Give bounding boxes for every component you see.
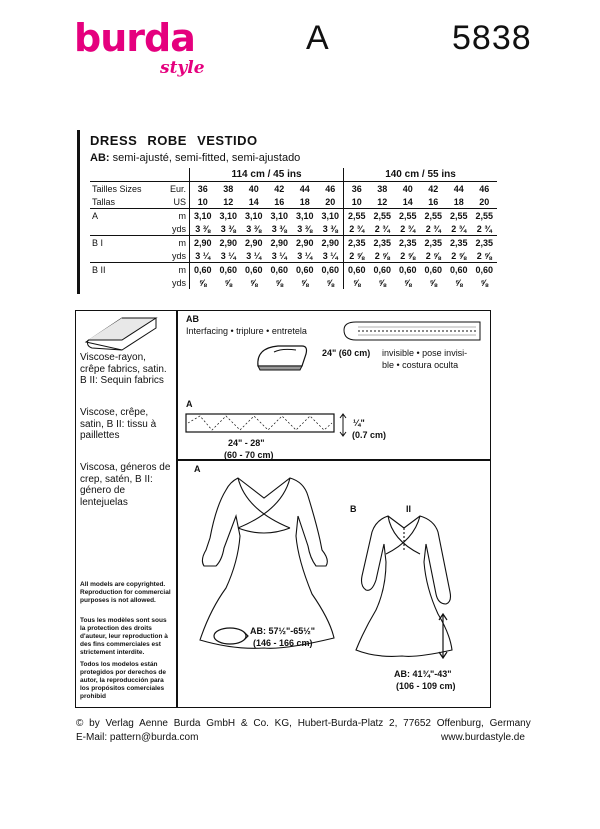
band-view: A (186, 399, 193, 409)
hem-measure-icon (210, 622, 250, 650)
yardage-view (90, 276, 156, 289)
yardage-value: 0,60 (421, 263, 447, 277)
us-size: 20 (325, 196, 336, 207)
yardage-value: 3 ¼ (246, 250, 262, 261)
length-arrow-icon (436, 612, 450, 662)
yardage-value: 2,90 (292, 236, 318, 250)
yardage-value: 3 ⅜ (271, 223, 287, 234)
yardage-view: A (90, 209, 156, 223)
yardage-value: 0,60 (472, 263, 498, 277)
yardage-row (90, 249, 497, 263)
view-letter: A (306, 19, 329, 57)
us-size: 20 (479, 196, 490, 207)
fabric-es: Viscosa, géneros de crep, satén, B II: género de lentejuelas (80, 462, 171, 508)
zipper-text-1: invisible • pose invisi- (382, 348, 468, 358)
sizes-label: Tailles Sizes (92, 183, 142, 194)
us-size: 18 (453, 196, 464, 207)
yardage-value: 3 ⅜ (220, 223, 236, 234)
us-size: 18 (299, 196, 310, 207)
us-size: 16 (428, 196, 439, 207)
width-header-140: 140 cm / 55 ins (344, 168, 498, 182)
band-width-arrow-icon (338, 412, 348, 440)
fabric-en: Viscose-rayon, crêpe fabrics, satin. B II: Sequin fabrics (80, 352, 167, 386)
yardage-value: 2,55 (421, 209, 447, 223)
yardage-value: 3,10 (292, 209, 318, 223)
eur-size: 46 (325, 183, 336, 194)
copyright-fr: Tous les modèles sont sous la protection des droits d'auteur, leur reproduction à des fins commerciales est strictement interdite. (80, 617, 168, 656)
footer-website[interactable]: www.burdastyle.de (441, 732, 525, 743)
publisher-line: © by Verlag Aenne Burda GmbH & Co. KG, Hubert-Burda-Platz 2, 77652 Offenburg, Germany (76, 718, 531, 729)
yardage-value: 3 ¼ (271, 250, 287, 261)
yardage-unit: yds (156, 276, 190, 289)
yardage-unit: m (156, 236, 190, 250)
pattern-number: 5838 (452, 19, 532, 57)
eur-size: 40 (248, 183, 259, 194)
yardage-value: 0,60 (241, 263, 267, 277)
yardage-value: ⅝ (454, 277, 463, 288)
us-size: 10 (344, 195, 370, 209)
us-size: 16 (274, 196, 285, 207)
yardage-view (90, 249, 156, 263)
eur-size: 36 (197, 183, 208, 194)
yardage-value: 2 ⅝ (400, 250, 416, 261)
view-a-label: A (194, 464, 201, 474)
yardage-value: 2 ⅝ (374, 250, 390, 261)
yardage-value: ⅝ (344, 276, 370, 289)
tallas-label: Tallas (92, 196, 116, 207)
view-b-dress-sketch (346, 510, 470, 660)
yardage-value: ⅝ (224, 277, 232, 288)
yardage-unit: m (156, 209, 190, 223)
yardage-view: B I (90, 236, 156, 250)
yardage-value: 2 ¾ (400, 223, 416, 234)
yardage-value: 2,55 (446, 209, 472, 223)
eur-size: 44 (299, 183, 310, 194)
yardage-value: 2 ⅝ (451, 250, 467, 261)
us-size: 14 (248, 196, 259, 207)
eur-size: 42 (274, 183, 285, 194)
brand-logo: burda (74, 16, 195, 60)
yardage-value: 0,60 (190, 263, 216, 277)
yardage-value: ⅝ (300, 277, 309, 288)
eur-size: 46 (479, 183, 490, 194)
yardage-value: 2,55 (472, 209, 498, 223)
yardage-value: 2,35 (472, 236, 498, 250)
brand-sub: style (160, 58, 205, 78)
yardage-value: ⅝ (326, 277, 334, 288)
yardage-value: 3 ⅜ (297, 223, 313, 234)
yardage-value: 3,10 (318, 209, 344, 223)
copyright-es: Todos los modelos están protegidos por derechos de autor, la reproducción para los propósitos comerciales prohibid (80, 661, 166, 700)
fit-code: AB: (90, 152, 110, 164)
view-b-label: B (350, 504, 357, 514)
yardage-value: 3 ¼ (322, 250, 338, 261)
yardage-unit: yds (156, 249, 190, 263)
yardage-value: 2,90 (190, 236, 216, 250)
yardage-value: 3,10 (216, 209, 242, 223)
yardage-value: ⅝ (429, 277, 437, 288)
yardage-value: 2,35 (421, 236, 447, 250)
yardage-value: 3,10 (190, 209, 216, 223)
yardage-view (90, 222, 156, 236)
yardage-value: 2,55 (344, 209, 370, 223)
garment-title: DRESS ROBE VESTIDO (90, 133, 258, 148)
yardage-value: 2,35 (370, 236, 396, 250)
eur-size: 38 (223, 183, 234, 194)
yardage-value: 0,60 (446, 263, 472, 277)
eur-label: Eur. (156, 182, 190, 196)
yardage-value: 2 ¾ (451, 223, 467, 234)
yardage-value: 0,60 (216, 263, 242, 277)
yardage-table (90, 168, 497, 289)
zipper-icon (342, 320, 482, 342)
yardage-value: ⅝ (249, 277, 258, 288)
yardage-value: 2,90 (216, 236, 242, 250)
yardage-value: ⅝ (198, 277, 207, 288)
interfacing-label: Interfacing • triplure • entretela (186, 326, 307, 336)
yardage-value: 3 ⅜ (322, 223, 338, 234)
yardage-value: 3 ⅜ (246, 223, 262, 234)
view-a-hem: AB: 57½"-65½" (250, 626, 316, 636)
yardage-value: 3 ¼ (195, 250, 211, 261)
yardage-value: 2 ¾ (374, 223, 390, 234)
eur-size: 44 (453, 183, 464, 194)
eur-size: 36 (344, 182, 370, 196)
eur-size: 40 (402, 183, 413, 194)
yardage-value: 2,35 (446, 236, 472, 250)
yardage-value: 2 ⅝ (476, 250, 492, 261)
band-length: 24" - 28" (228, 438, 265, 448)
zipper-size: 24" (60 cm) (322, 348, 371, 358)
yardage-value: 2,55 (395, 209, 421, 223)
us-size: 12 (377, 196, 388, 207)
yardage-value: ⅝ (378, 277, 386, 288)
fabric-fr: Viscose, crêpe, satin, B II: tissu à paillettes (80, 407, 157, 441)
notions-view: AB (186, 314, 199, 324)
eur-size: 42 (428, 183, 439, 194)
view-a-dress-sketch (180, 470, 350, 650)
eur-size: 38 (377, 183, 388, 194)
yardage-value: 2,35 (395, 236, 421, 250)
yardage-value: 0,60 (344, 263, 370, 277)
view-a-hem-cm: (146 - 166 cm) (253, 638, 313, 648)
yardage-value: 0,60 (395, 263, 421, 277)
yardage-value: 2,90 (318, 236, 344, 250)
us-size: 14 (402, 196, 413, 207)
yardage-value: 2,35 (344, 236, 370, 250)
yardage-value: 0,60 (370, 263, 396, 277)
column-divider (176, 311, 178, 707)
zipper-text-2: ble • costura oculta (382, 360, 459, 370)
iron-icon (252, 336, 312, 376)
yardage-value: ⅝ (275, 277, 283, 288)
view-b-length: AB: 41¾"-43" (394, 669, 452, 679)
band-width-cm: (0.7 cm) (352, 430, 387, 440)
yardage-view: B II (90, 263, 156, 277)
fit-text: semi-ajusté, semi-fitted, semi-ajustado (112, 152, 301, 164)
us-size: 12 (223, 196, 234, 207)
yardage-row (90, 276, 497, 289)
yardage-value: 2,55 (370, 209, 396, 223)
yardage-value: 3 ¼ (297, 250, 313, 261)
yardage-value: 2 ⅝ (425, 250, 441, 261)
fabric-swatch-icon (82, 312, 162, 352)
yardage-value: 2 ¾ (344, 222, 370, 236)
width-header-114: 114 cm / 45 ins (190, 168, 344, 182)
yardage-value: 3 ¼ (220, 250, 236, 261)
us-label: US (156, 195, 190, 209)
yardage-value: 0,60 (292, 263, 318, 277)
yardage-row (90, 263, 497, 277)
fit-description (90, 152, 300, 164)
band-width: ¼" (353, 418, 365, 428)
yardage-row (90, 236, 497, 250)
yardage-value: 2,90 (241, 236, 267, 250)
yardage-value: 0,60 (318, 263, 344, 277)
yardage-value: 3,10 (267, 209, 293, 223)
copyright-en: All models are copyrighted. Reproduction for commercial purposes is not allowed. (80, 581, 171, 604)
yardage-value: 2 ¾ (425, 223, 441, 234)
yardage-unit: yds (156, 222, 190, 236)
section-rule (77, 130, 80, 294)
yardage-value: 3 ⅜ (195, 223, 211, 234)
yardage-value: 0,60 (267, 263, 293, 277)
band-length-cm: (60 - 70 cm) (224, 450, 274, 460)
band-diagram (184, 410, 344, 440)
yardage-value: 2,90 (267, 236, 293, 250)
yardage-value: 2 ¾ (476, 223, 492, 234)
yardage-unit: m (156, 263, 190, 277)
view-b-part-ii: II (406, 504, 412, 514)
yardage-row (90, 222, 497, 236)
yardage-row (90, 209, 497, 223)
yardage-value: 2 ⅝ (344, 249, 370, 263)
view-b-length-cm: (106 - 109 cm) (396, 681, 456, 691)
footer-email[interactable]: E-Mail: pattern@burda.com (76, 732, 199, 743)
yardage-value: ⅝ (480, 277, 488, 288)
yardage-value: ⅝ (403, 277, 412, 288)
us-size: 10 (197, 196, 208, 207)
yardage-value: 3,10 (241, 209, 267, 223)
